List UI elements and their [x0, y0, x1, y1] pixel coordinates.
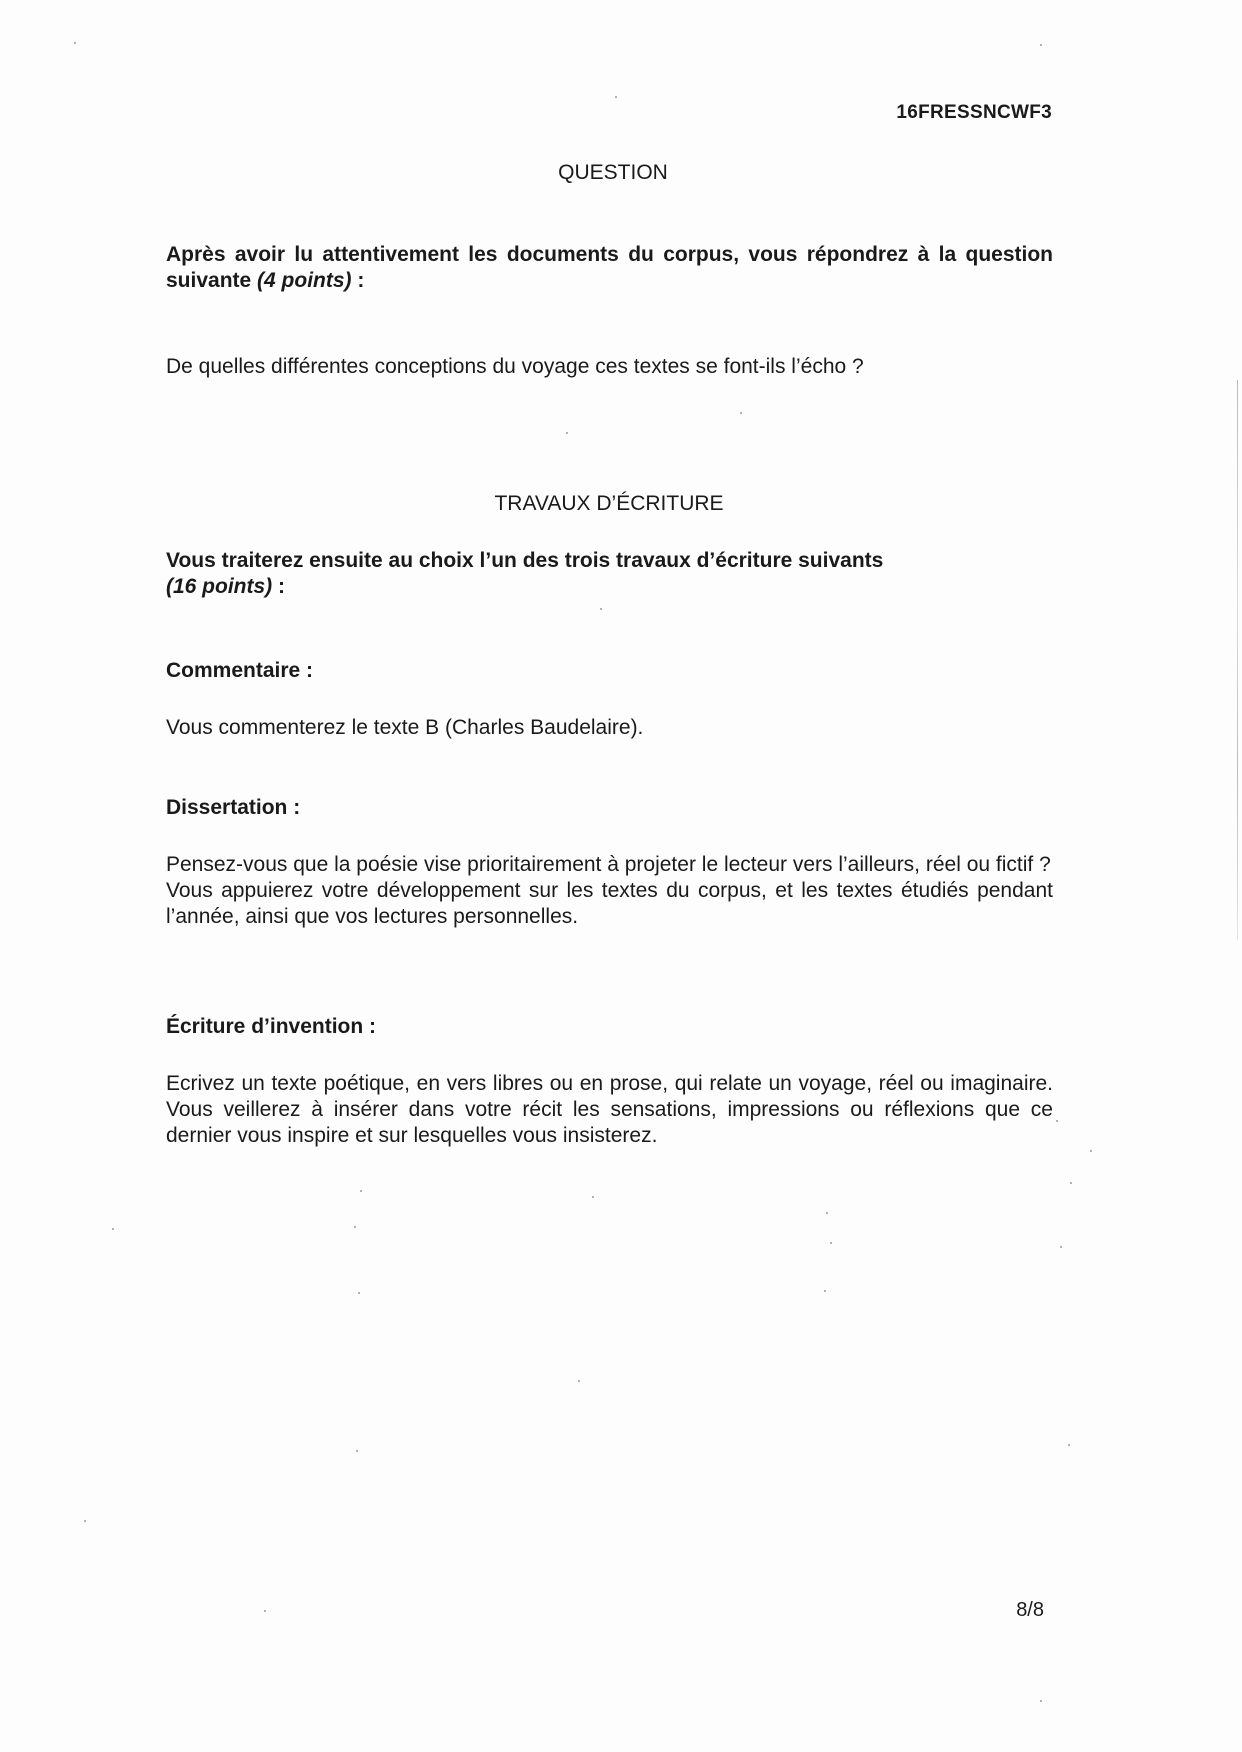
question-instruction-suffix: : [351, 269, 365, 292]
scan-speck [592, 1196, 594, 1198]
scan-speck [84, 1520, 86, 1522]
scan-speck [112, 1228, 114, 1230]
scan-speck [600, 608, 602, 610]
writing-heading: TRAVAUX D’ÉCRITURE [494, 492, 724, 515]
scan-speck [824, 1290, 826, 1292]
scan-edge-line [1237, 380, 1238, 940]
scan-speck [1090, 1150, 1092, 1152]
scan-speck [1040, 1700, 1042, 1702]
dissertation-instructions: Vous appuierez votre développement sur les textes du corpus, et les textes étudiés pendant l’année, ainsi que vos lectures personnelles. [166, 879, 1053, 928]
writing-points: (16 points) [166, 575, 273, 598]
scan-speck [566, 432, 568, 434]
scan-speck [826, 1212, 828, 1214]
scan-speck [1056, 1120, 1058, 1122]
commentary-text: Vous commenterez le texte B (Charles Baudelaire). [166, 716, 644, 739]
question-heading: QUESTION [558, 161, 668, 184]
document-code: 16FRESSNCWF3 [896, 102, 1052, 123]
scan-speck [1068, 1444, 1070, 1446]
question-instruction-text: Après avoir lu attentivement les documents du corpus, vous répondrez à la question suivante [166, 243, 1053, 292]
scan-speck [740, 412, 742, 414]
scan-speck [74, 42, 76, 44]
page-number: 8/8 [1016, 1599, 1044, 1621]
invention-label: Écriture d’invention : [166, 1015, 377, 1038]
scan-speck [356, 1450, 358, 1452]
question-instruction [166, 242, 1053, 294]
scan-speck [354, 1226, 356, 1228]
scan-speck [1070, 1182, 1072, 1184]
question-text: De quelles différentes conceptions du voyage ces textes se font-ils l’écho ? [166, 355, 864, 378]
scan-speck [830, 1242, 832, 1244]
writing-instruction-suffix: : [272, 575, 285, 598]
writing-instruction-text: Vous traiterez ensuite au choix l’un des trois travaux d’écriture suivants [166, 549, 884, 572]
commentary-label: Commentaire : [166, 659, 314, 682]
invention-text: Ecrivez un texte poétique, en vers libres ou en prose, qui relate un voyage, réel ou imaginaire. Vous veillerez à insérer dans votre récit les sensations, impressions ou réflexions que ce dernier vous inspire et sur lesquelles vous insisterez. [166, 1072, 1053, 1147]
scan-speck [358, 1292, 360, 1294]
dissertation-body [166, 852, 1053, 930]
scan-speck [615, 96, 617, 98]
dissertation-question: Pensez-vous que la poésie vise prioritairement à projeter le lecteur vers l’ailleurs, réel ou fictif ? [166, 853, 1051, 876]
scan-speck [264, 1610, 266, 1612]
writing-instruction [166, 548, 1053, 600]
scan-speck [1060, 1246, 1062, 1248]
scan-speck [360, 1190, 362, 1192]
scan-speck [1040, 44, 1042, 46]
dissertation-label: Dissertation : [166, 796, 301, 819]
question-points: (4 points) [257, 269, 352, 292]
scan-speck [578, 1380, 580, 1382]
